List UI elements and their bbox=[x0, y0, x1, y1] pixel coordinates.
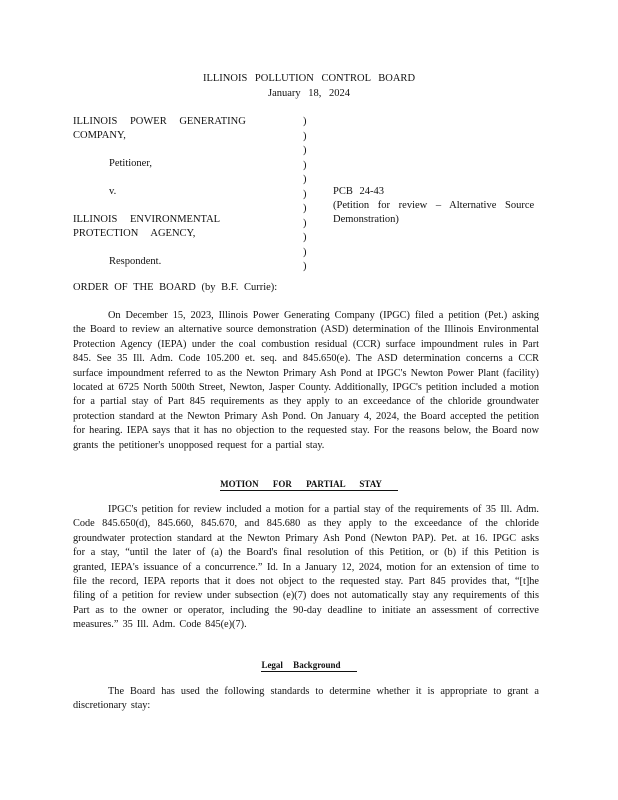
board-title: ILLINOIS POLLUTION CONTROL BOARD bbox=[202, 73, 416, 84]
case-description-line1: (Petition for review – Alternative Source bbox=[333, 200, 535, 211]
case-number: PCB 24-43 bbox=[333, 186, 384, 197]
respondent-name-line1: ILLINOIS ENVIRONMENTAL bbox=[73, 214, 221, 225]
section-heading-motion bbox=[0, 479, 618, 489]
motion-paragraph: IPGC's petition for review included a motion for a partial stay of the requirements of 35 Ill. Adm. Code 845.650(d), 845.660, 845.670, and 845.680 as they apply to the exceedance of the chloride groundwater protection standard at the Newton Primary Ash Pond (Newton PAP). Pet. at 16. IPGC asks for a stay, “until the later of (a) the Board's final resolution of this Petition, or (b) if this Petition is granted, IEPA's issuance of a concurrence.” Id. In a January 12, 2024, motion for an extension of time to file the record, IEPA reports that it does not object to the requested stay. Part 845 provides that, “[t]he filing of a petition for review under subsection (e)(7) does not automatically stay any requirements of this Part as to the owner or operator, including the 90-day deadline to initiate an assessment of corrective measures.” 35 Ill. Adm. Code 845(e)(7). bbox=[73, 504, 539, 631]
section-heading-motion-text: MOTION FOR PARTIAL STAY bbox=[220, 479, 398, 491]
standards-paragraph: The Board has used the following standards to determine whether it is appropriate to grant a discretionary stay: bbox=[73, 686, 539, 712]
caption-parentheses: ) ) ) ) ) ) ) ) ) ) ) bbox=[303, 116, 307, 272]
section-heading-legal bbox=[0, 660, 618, 670]
petitioner-name-line2: COMPANY, bbox=[73, 130, 126, 141]
intro-paragraph: On December 15, 2023, Illinois Power Generating Company (IPGC) filed a petition (Pet.) asking the Board to review an alternative source demonstration (ASD) determination of the Illinois Environmental Protection Agency (IEPA) under the coal combustion residual (CCR) surface impoundment rules in Part 845. See 35 Ill. Adm. Code 105.200 et. seq. and 845.650(e). The ASD determination concerns a CCR surface impoundment referred to as the Newton Primary Ash Pond at IPGC's Newton Power Plant (facility) located at 6725 North 500th Street, Newton, Jasper County. Additionally, IPGC's petition included a motion for a partial stay of Part 845 requirements as they apply to an exceedance of the chloride groundwater protection standard at the Newton Primary Ash Pond. On January 4, 2024, the Board accepted the petition for hearing. IEPA says that it has no objection to the requested stay. For the reasons below, the Board now grants the petitioner's unopposed request for a partial stay. bbox=[73, 310, 539, 451]
versus-label: v. bbox=[109, 186, 117, 197]
respondent-role: Respondent. bbox=[109, 256, 162, 267]
petitioner-name-line1: ILLINOIS POWER GENERATING bbox=[73, 116, 246, 127]
respondent-name-line2: PROTECTION AGENCY, bbox=[73, 228, 196, 239]
case-description-line2: Demonstration) bbox=[333, 214, 399, 225]
section-heading-legal-text: Legal Background bbox=[261, 660, 356, 672]
order-date: January 18, 2024 bbox=[267, 88, 351, 99]
petitioner-role: Petitioner, bbox=[109, 158, 153, 169]
order-of-the-board: ORDER OF THE BOARD (by B.F. Currie): bbox=[73, 282, 278, 293]
